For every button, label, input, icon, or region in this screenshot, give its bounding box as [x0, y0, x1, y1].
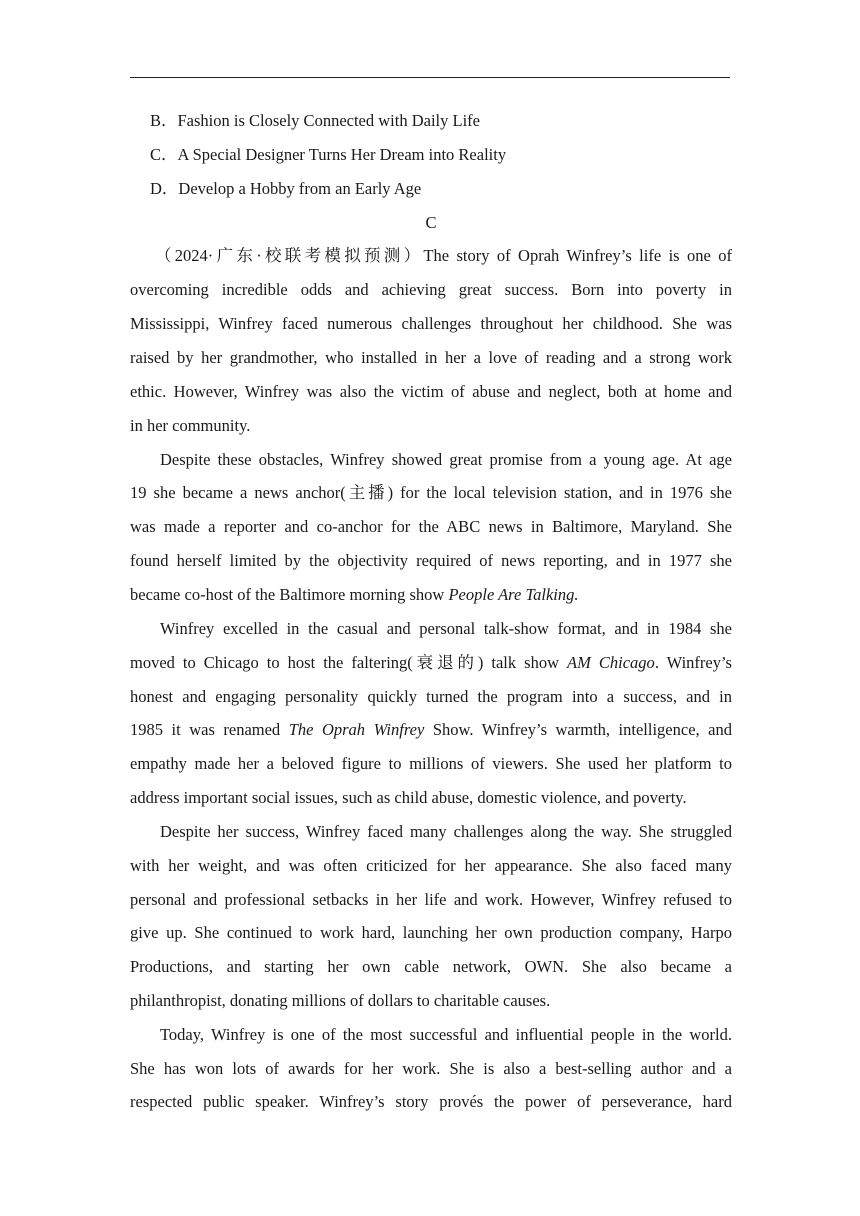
text-line: [130, 720, 732, 740]
text-line: ethic. However, Winfrey was also the victim of abuse and neglect, both at home and: [130, 382, 732, 401]
show-title-am-chicago: AM Chicago: [567, 653, 655, 672]
show-title-people-are-talking: People Are Talking.: [448, 585, 579, 604]
option-d: D．Develop a Hobby from an Early Age: [150, 179, 422, 198]
text-line: Today, Winfrey is one of the most successful and influential people in the world.: [160, 1025, 732, 1044]
text-line: address important social issues, such as child abuse, domestic violence, and poverty.: [130, 788, 687, 807]
text-line: [130, 653, 732, 673]
text-line: in her community.: [130, 416, 251, 435]
text-line: Despite these obstacles, Winfrey showed great promise from a young age. At age: [160, 450, 732, 469]
option-b: B．Fashion is Closely Connected with Daily Life: [150, 111, 480, 130]
text-line: overcoming incredible odds and achieving great success. Born into poverty in: [130, 280, 732, 299]
text-line: raised by her grandmother, who installed in her a love of reading and a strong work: [130, 348, 732, 367]
text-span: became co-host of the Baltimore morning show: [130, 585, 449, 604]
header-rule: [130, 77, 730, 78]
text-line: honest and engaging personality quickly turned the program into a success, and in: [130, 687, 732, 706]
text-line: personal and professional setbacks in her life and work. However, Winfrey refused to: [130, 890, 732, 909]
text-line: found herself limited by the objectivity required of news reporting, and in 1977 she: [130, 551, 732, 570]
text-line: （2024·广东·校联考模拟预测）The story of Oprah Winfrey’s life is one of: [155, 246, 732, 265]
text-span: . Winfrey’s: [654, 653, 732, 672]
text-line: respected public speaker. Winfrey’s story provés the power of perseverance, hard: [130, 1092, 732, 1111]
text-line: give up. She continued to work hard, launching her own production company, Harpo: [130, 923, 732, 942]
show-title-oprah-winfrey: The Oprah Winfrey: [288, 720, 425, 739]
option-c: C．A Special Designer Turns Her Dream into Reality: [150, 145, 507, 164]
text-line: Winfrey excelled in the casual and personal talk-show format, and in 1984 she: [160, 619, 732, 638]
text-span: 1985 it was renamed: [130, 720, 289, 739]
text-line: Despite her success, Winfrey faced many challenges along the way. She struggled: [160, 822, 732, 841]
text-line: Mississippi, Winfrey faced numerous challenges throughout her childhood. She was: [130, 314, 732, 333]
text-line: She has won lots of awards for her work. She is also a best-selling author and a: [130, 1059, 732, 1078]
text-line: philanthropist, donating millions of dollars to charitable causes.: [130, 991, 551, 1010]
text-line: was made a reporter and co-anchor for the ABC news in Baltimore, Maryland. She: [130, 517, 732, 536]
section-label: C: [425, 213, 437, 232]
text-line: 19 she became a news anchor(主播) for the local television station, and in 1976 she: [130, 483, 732, 502]
text-line: [130, 585, 732, 605]
text-span: moved to Chicago to host the faltering(衰退的) talk show: [130, 653, 568, 672]
text-span: Show. Winfrey’s warmth, intelligence, and: [424, 720, 732, 739]
text-line: Productions, and starting her own cable network, OWN. She also became a: [130, 957, 732, 976]
text-line: empathy made her a beloved figure to millions of viewers. She used her platform to: [130, 754, 732, 773]
text-line: with her weight, and was often criticized for her appearance. She also faced many: [130, 856, 732, 875]
